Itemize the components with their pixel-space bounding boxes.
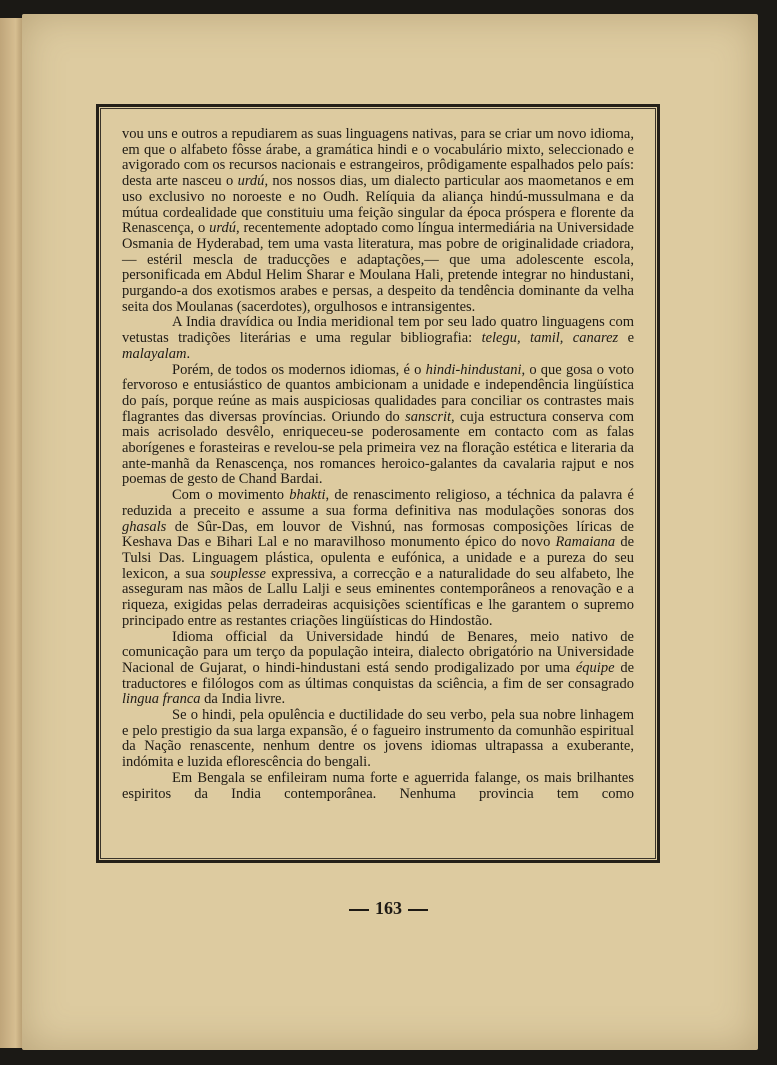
paragraph <box>122 127 634 315</box>
text-run: . <box>186 345 191 362</box>
text-run: vou uns e outros a repudiarem as suas linguagens nativas, para se criar um novo idioma, em que o alfabeto fôsse árabe, a gramática hindi e o vocabulário mixto, seleccionado e avigorado com os recursos nacionais e estrangeiros, prôdigamente espalhados pelo país: desta arte nasceu o <box>122 126 634 190</box>
text-run: de traductores e filólogos com as últimas conquistas da sciência, a fim de ser consagrado <box>122 659 635 692</box>
text-run: A India dravídica ou India meridional tem por seu lado quatro linguagens com vetustas tradições literárias e uma regular bibliografia: <box>122 314 634 347</box>
italic-term: urdú <box>237 173 265 190</box>
italic-term: équipe <box>575 659 615 676</box>
text-run: e <box>618 330 635 347</box>
italic-term: sanscrit <box>405 408 452 425</box>
page-number-dash-left <box>349 909 369 911</box>
paragraph <box>122 363 634 489</box>
paragraph <box>122 630 634 709</box>
italic-term: telegu, tamil, canarez <box>481 330 619 347</box>
text-run: Com o movimento <box>172 487 290 504</box>
italic-term: Ramaiana <box>555 534 616 551</box>
paragraph <box>122 708 634 771</box>
text-run: , recentemente adoptado como língua intermediária na Universidade Osmania de Hyderabad, tem uma vasta literatura, mas pobre de originalidade criadora,— estéril mescla de traducções e adaptações,— que uma adolescente escola, personificada em Abdul Helim Sharar e Moulana Hali, pretende integrar no hindustani, purgando-a dos exotismos arabes e persas, a despeito da tendência dominante da velha seita dos Moulanas (sacerdotes), orgulhosos e intransigentes. <box>122 220 634 315</box>
page-number-footer <box>0 898 777 919</box>
italic-term: lingua franca <box>122 691 201 708</box>
paragraph <box>122 488 634 629</box>
text-run: de Sûr-Das, em louvor de Vishnú, nas formosas composições líricas de Keshava Das e Bihari Lal e no maravilhoso monumento épico do novo <box>122 518 634 551</box>
text-run: , de renascimento religioso, a téchnica da palavra é reduzida a preceito e assume a sua forma definitiva nas modulações sonoras dos <box>122 487 634 519</box>
italic-term: malayalam <box>122 345 187 362</box>
text-run: Porém, de todos os modernos idiomas, é o <box>172 361 426 378</box>
italic-term: souplesse <box>210 565 266 582</box>
paragraph <box>122 315 634 362</box>
page-number: 163 <box>375 898 402 918</box>
italic-term: urdú <box>209 220 236 237</box>
text-run: , o que gosa o voto fervoroso e entusiástico de quantos ambicionam a unidade e independência lingüística do país, porque reúne as mais auspiciosas qualidades para conciliar os contrastes mais flagrantes das diversas províncias. Oriundo do <box>122 361 634 425</box>
text-run: Se o hindi, pela opulência e ductilidade do seu verbo, pela sua nobre linhagem e pelo prestigio da sua larga expansão, é o fagueiro instrumento da comunhão espiritual da Nação renascente, nenhum dentre os jovens idiomas ultrapassa a exuberante, indómita e luzida eflorescência do bengali. <box>122 707 634 771</box>
text-run: Idioma official da Universidade hindú de Benares, meio nativo de comunicação para um terço da população inteira, dialecto obrigatório na Universidade Nacional de Gujarat, o hindi-hindustani está sendo prodigalizado por uma <box>122 628 634 676</box>
italic-term: ghasals <box>122 518 167 535</box>
page-number-dash-right <box>408 909 428 911</box>
paragraph <box>122 771 634 802</box>
italic-term: bhakti <box>289 487 326 504</box>
text-run: Em Bengala se enfileiram numa forte e aguerrida falange, os mais brilhantes espiritos da India contemporânea. Nenhuma provincia tem como <box>122 769 634 802</box>
italic-term: hindi-hindustani <box>425 361 522 378</box>
text-run: da India livre. <box>200 691 286 708</box>
text-run: , nos nossos dias, um dialecto particular aos maometanos e em uso exclusivo no noroeste e no Oudh. Relíquia da aliança hindú-mussulmana e da mútua cordealidade que constituiu uma feição singular da época próspera e florente da Renascença, o <box>122 173 634 237</box>
text-run: expressiva, a correcção e a naturalidade do seu alfabeto, lhe asseguram nas mãos de Lallu Lalji e seus eminentes contemporâneos a renovação e a riqueza, exigidas pelas derradeiras acquisições scientíficas e lhe garantem o supremo principado entre as restantes criações lingüísticas do Hindostão. <box>122 565 634 629</box>
page-body-text <box>122 127 634 802</box>
text-run: , cuja estructura conserva com mais acrisolado desvêlo, enriqueceu-se poderosamente em contacto com as falas aborígenes e forasteiras e revelou-se pela primeira vez na floração estética e literaria da ante-manhã da Renascença, nos romances heroico-galantes da cavalaria rajput e nos poemas de gesto de Chand Bardai. <box>122 408 634 488</box>
text-run: de Tulsi Das. Linguagem plástica, opulenta e eufónica, a unidade e a pureza do seu lexicon, a sua <box>122 534 634 582</box>
